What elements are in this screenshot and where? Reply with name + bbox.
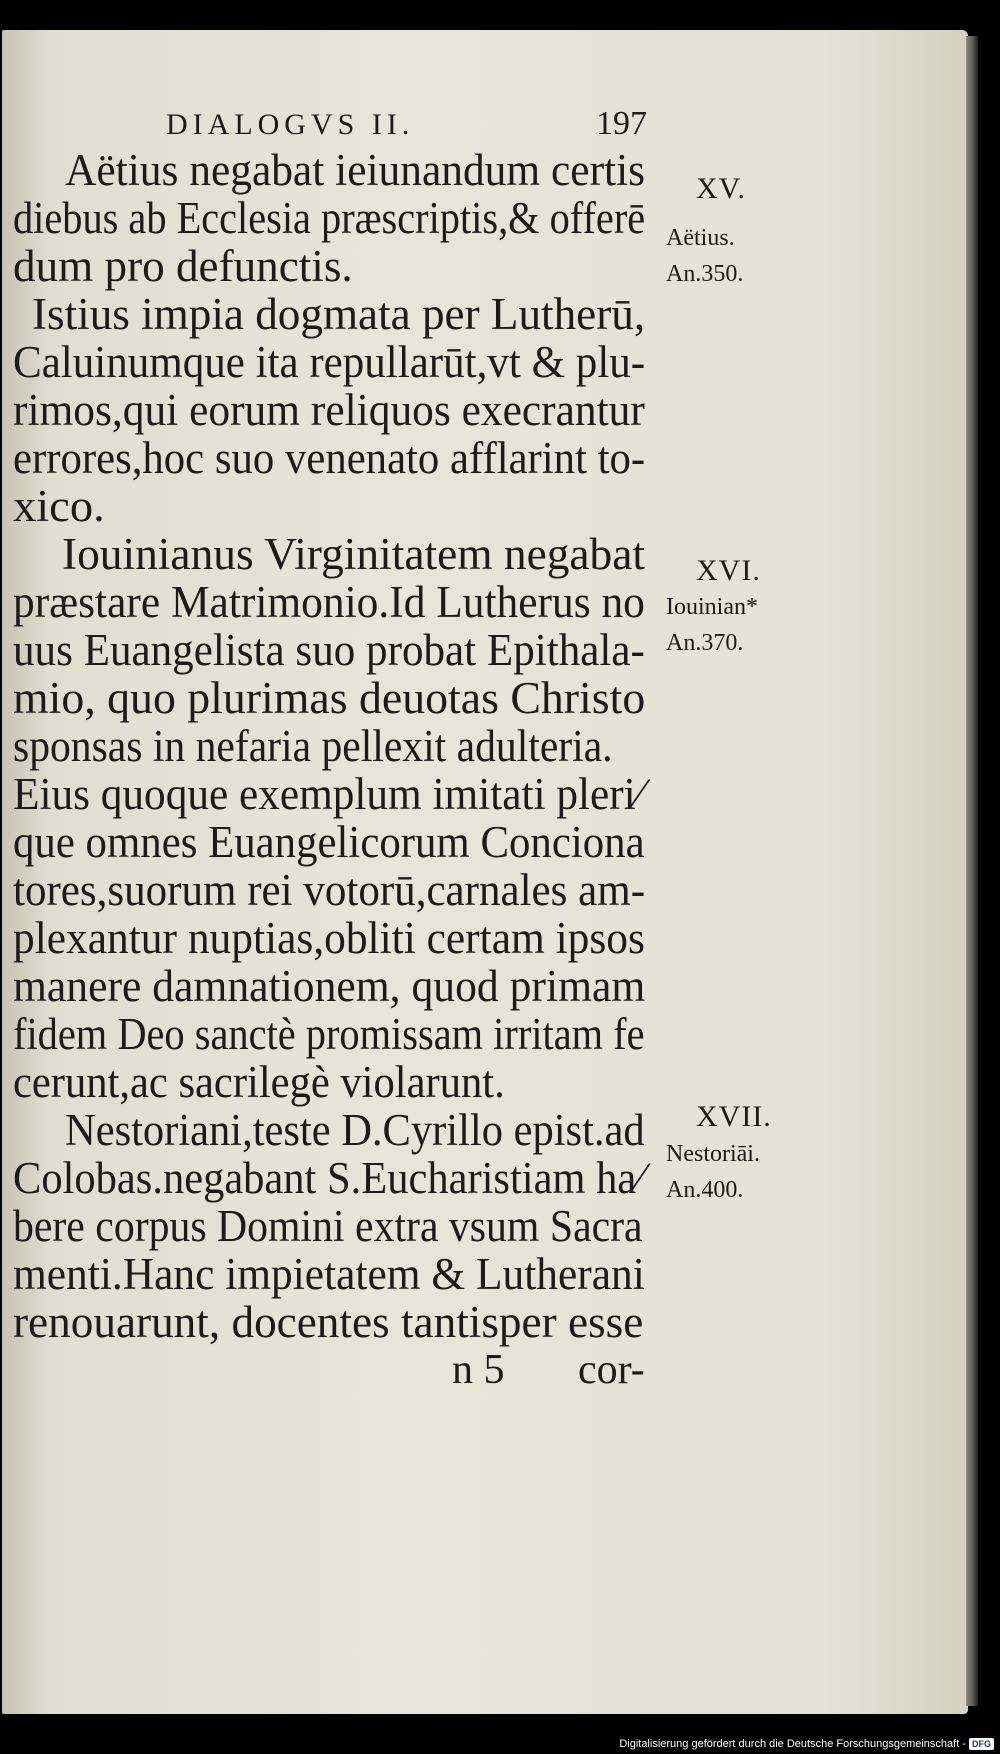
page-edge-shadow [966,36,978,1706]
text-line: tores,suorum rei votorū,carnales am- [13,865,646,915]
margin-year: An.370. [666,630,744,656]
text-line: Nestoriani,teste D.Cyrillo epist.ad [65,1105,645,1155]
book-page [2,30,968,1714]
margin-name: Iouinian* [666,594,758,620]
margin-name: Aëtius. [666,225,735,251]
text-line: Iouinianus Virginitatem negabat [62,529,646,579]
text-line: Eius quoque exemplum imitati pleri∕ [13,769,643,819]
text-line: Aëtius negabat ieiunandum certis [65,145,646,195]
signature-mark: n 5 [452,1347,505,1393]
margin-numeral: XVI. [696,554,761,587]
margin-numeral: XVII. [696,1100,772,1133]
credit-text: Digitalisierung gefördert durch die Deutsche Forschungsgemeinschaft - [619,1738,966,1750]
running-head: DIALOGVS II. [166,108,415,141]
text-line: Colobas.negabant S.Eucharistiam ha∕ [13,1153,644,1203]
text-line: xico. [13,481,105,531]
text-line: plexantur nuptias,obliti certam ipsos [13,913,645,963]
text-line: bere corpus Domini extra vsum Sacra [13,1201,643,1251]
text-line: diebus ab Ecclesia præscriptis,& offerē [13,193,646,243]
text-line: que omnes Euangelicorum Conciona [13,817,645,867]
margin-numeral: XV. [696,172,746,205]
dfg-logo: DFG [969,1738,994,1750]
text-line: errores,hoc suo venenato afflarint to- [13,433,646,483]
margin-year: An.350. [666,261,744,287]
margin-year: An.400. [666,1177,744,1203]
margin-name: Nestoriāi. [666,1141,760,1167]
text-line: sponsas in nefaria pellexit adulteria. [13,721,613,771]
page-number: 197 [596,105,647,142]
text-line: præstare Matrimonio.Id Lutherus no [13,577,645,627]
text-line: rimos,qui eorum reliquos execrantur [13,385,645,435]
text-line: uus Euangelista suo probat Epithala- [13,625,645,675]
text-line: cerunt,ac sacrilegè violarunt. [13,1057,505,1107]
text-line: renouarunt, docentes tantisper esse [13,1297,644,1347]
text-line: menti.Hanc impietatem & Lutherani [13,1249,645,1299]
text-line: manere damnationem, quod primam [13,961,646,1011]
text-line: Caluinumque ita repullarūt,vt & plu- [13,337,646,387]
digitization-credit [619,1738,994,1750]
text-line: fidem Deo sanctè promissam irritam fe [13,1009,645,1059]
catchword: cor- [578,1347,645,1393]
text-line: mio, quo plurimas deuotas Christo [13,673,646,723]
text-line: Istius impia dogmata per Lutherū, [32,289,646,339]
text-line: dum pro defunctis. [13,241,353,291]
